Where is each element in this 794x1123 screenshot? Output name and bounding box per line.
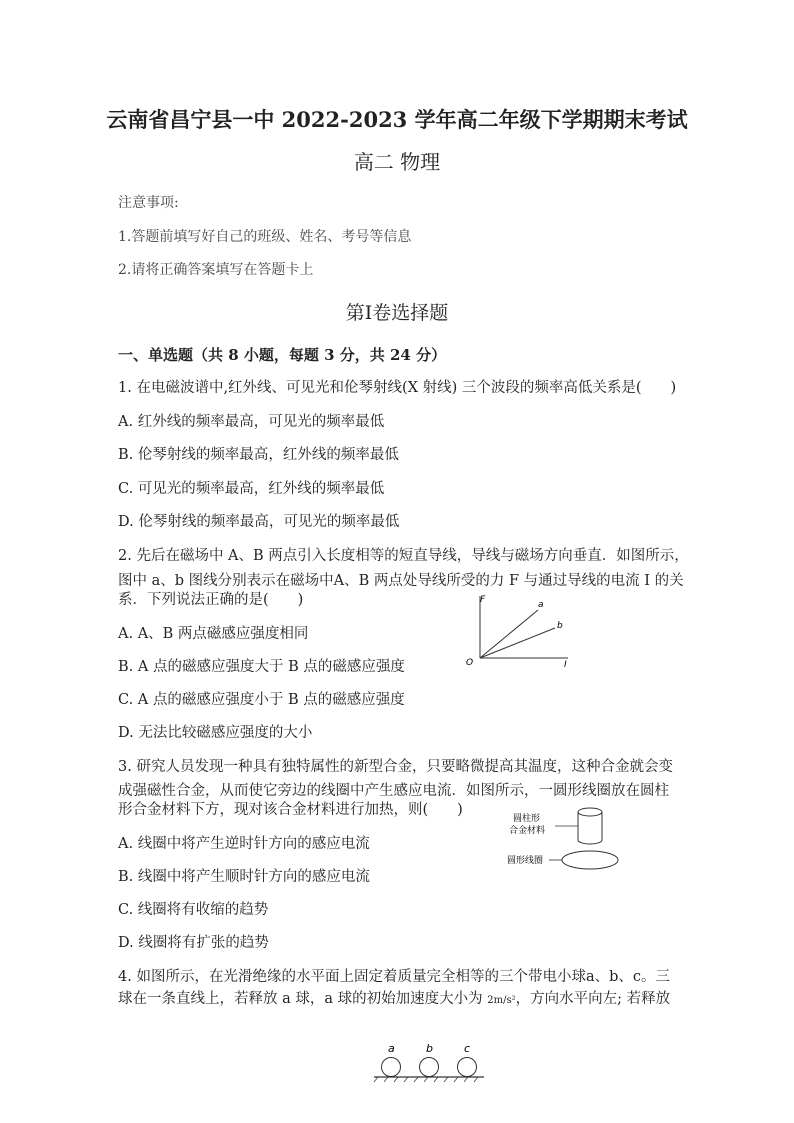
graph-line-a [480,610,538,658]
ball-c [458,1058,477,1077]
question-4-stem-line-2 [118,987,670,1008]
notes-heading: 注意事项: [118,195,179,211]
ball-c-label: c [464,1042,471,1055]
question-4-figure [370,1040,490,1082]
question-1-option-a: A. 红外线的频率最高，可见光的频率最低 [118,414,385,430]
graph-line-b [480,628,555,658]
coil-ellipse [562,851,618,869]
acceleration-value: 2m/s² [487,995,516,1006]
note-item-2: 2.请将正确答案填写在答题卡上 [118,262,314,278]
question-4-stem-line-1: 4. 如图所示，在光滑绝缘的水平面上固定着质量完全相等的三个带电小球a、b、c。三 [118,969,670,985]
question-3-stem-line-1: 3. 研究人员发现一种具有独特属性的新型合金，只要略微提高其温度，这种合金就会变 [118,759,673,775]
exam-subtitle: 高二 物理 [353,150,441,174]
ground-hatching [374,1077,478,1082]
ball-a-label: a [388,1042,395,1055]
ball-a [382,1058,401,1077]
ball-b [420,1058,439,1077]
question-3-stem-line-3: 形合金材料下方，现对该合金材料进行加热，则( ) [118,802,463,818]
question-2-stem-line-1: 2. 先后在磁场中 A、B 两点引入长度相等的短直导线，导线与磁场方向垂直．如图所示， [118,548,689,564]
f-axis-label: F [480,595,486,605]
cylinder-bottom [578,840,602,844]
question-3-stem-line-2: 成强磁性合金，从而使它旁边的线圈中产生感应电流．如图所示，一圆形线圈放在圆柱 [118,783,669,799]
question-4-stem-post: ，方向水平向左; 若释放 [515,991,671,1007]
question-1-option-c: C. 可见光的频率最高，红外线的频率最低 [118,481,385,497]
origin-label: O [466,658,474,668]
cylinder-label-1: 圆柱形 [513,814,541,824]
question-3-option-a: A. 线圈中将产生逆时针方向的感应电流 [118,836,370,852]
ball-b-label: b [426,1042,433,1055]
i-axis-label: I [564,660,567,670]
line-a-label: a [538,600,544,610]
question-2-stem-line-3: 系．下列说法正确的是( ) [118,592,304,608]
exam-title: 云南省昌宁县一中 2022-2023 学年高二年级下学期期末考试 [106,107,688,132]
question-2-option-d: D. 无法比较磁感应强度的大小 [118,725,313,741]
question-2-figure [460,590,580,670]
question-2-option-a: A. A、B 两点磁感应强度相同 [118,626,309,642]
question-4-stem-pre: 球在一条直线上，若释放 a 球，a 球的初始加速度大小为 [118,991,488,1007]
question-3-option-b: B. 线圈中将产生顺时针方向的感应电流 [118,869,370,885]
question-2-stem-line-2: 图中 a、b 图线分别表示在磁场中A、B 两点处导线所受的力 F 与通过导线的电流 I 的关 [118,573,684,589]
question-1-option-b: B. 伦琴射线的频率最高，红外线的频率最低 [118,447,399,463]
coil-label: 圆形线圈 [507,856,544,866]
section-title: 第Ⅰ卷选择题 [345,302,449,324]
note-item-1: 1.答题前填写好自己的班级、姓名、考号等信息 [118,229,412,245]
question-3-figure [495,802,625,882]
cylinder-label-2: 合金材料 [509,826,546,836]
part-heading: 一、单选题（共 8 小题，每题 3 分，共 24 分） [118,346,447,364]
question-2-option-c: C. A 点的磁感应强度小于 B 点的磁感应强度 [118,692,405,708]
question-1-option-d: D. 伦琴射线的频率最高，可见光的频率最低 [118,514,400,530]
question-1-stem: 1. 在电磁波谱中,红外线、可见光和伦琴射线(X 射线) 三个波段的频率高低关系是( ) [118,380,677,396]
question-3-option-c: C. 线圈将有收缩的趋势 [118,902,269,918]
question-3-option-d: D. 线圈将有扩张的趋势 [118,935,269,951]
line-b-label: b [557,621,563,631]
question-2-option-b: B. A 点的磁感应强度大于 B 点的磁感应强度 [118,659,405,675]
cylinder-top [578,808,602,816]
